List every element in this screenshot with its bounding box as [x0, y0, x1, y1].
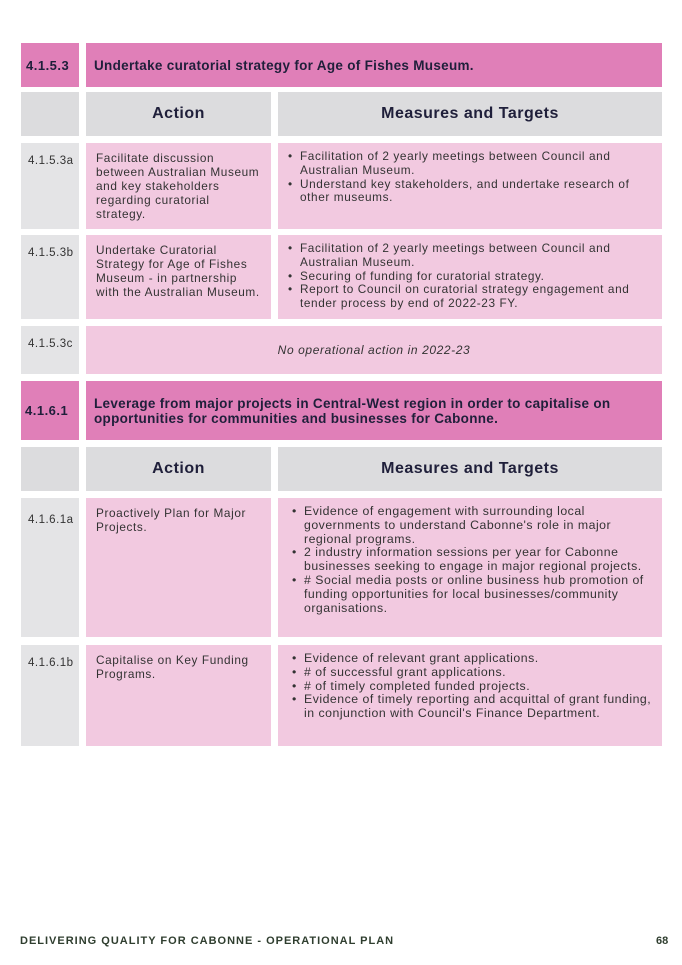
measure-item: • Securing of funding for curatorial strategy. [288, 268, 545, 283]
action-column-header: Action [86, 92, 271, 136]
page-number: 68 [656, 935, 669, 947]
action-code: 4.1.6.1a [21, 498, 79, 637]
action-code: 4.1.5.3b [21, 235, 79, 319]
action-description: Proactively Plan for Major Projects. [86, 498, 271, 637]
measure-item: • Evidence of engagement with surrounding local governments to understand Cabonne's role in major regional programs. [292, 504, 612, 546]
measure-item: • Facilitation of 2 yearly meetings between Council and Australian Museum. [288, 149, 611, 177]
action-description: Capitalise on Key Funding Programs. [86, 645, 271, 746]
footer-title: DELIVERING QUALITY FOR CABONNE - OPERATIONAL PLAN [20, 935, 395, 947]
strategy-title: Leverage from major projects in Central-West region in order to capitalise on opportunities for communities and businesses for Cabonne. [86, 381, 662, 440]
action-code: 4.1.5.3c [21, 326, 79, 374]
action-column-header: Action [86, 447, 271, 491]
strategy-code: 4.1.6.1 [21, 381, 79, 440]
measure-item: • Evidence of timely reporting and acquittal of grant funding, in conjunction with Council's Finance Department. [292, 692, 652, 721]
measures-list [278, 143, 662, 205]
measure-item: • Report to Council on curatorial strategy engagement and tender process by end of 2022-23 FY. [288, 282, 630, 311]
measures-list [278, 645, 662, 721]
header-code-blank [21, 447, 79, 491]
measures-column-header: Measures and Targets [278, 92, 662, 136]
strategy-title: Undertake curatorial strategy for Age of Fishes Museum. [86, 43, 662, 87]
measures-cell [278, 235, 662, 319]
action-code: 4.1.6.1b [21, 645, 79, 746]
measure-item: • 2 industry information sessions per year for Cabonne businesses seeking to engage in major regional projects. [292, 545, 642, 574]
measures-list [278, 235, 662, 311]
no-operational-action: No operational action in 2022-23 [86, 326, 662, 374]
action-description: Undertake Curatorial Strategy for Age of Fishes Museum - in partnership with the Australian Museum. [86, 235, 271, 319]
measures-column-header: Measures and Targets [278, 447, 662, 491]
measures-cell [278, 143, 662, 229]
measure-item: • # Social media posts or online business hub promotion of funding opportunities for local businesses/community organisations. [292, 572, 644, 615]
measure-item: • Evidence of relevant grant applications. [292, 651, 539, 665]
strategy-code: 4.1.5.3 [21, 43, 79, 87]
measure-item: • Facilitation of 2 yearly meetings between Council and Australian Museum. [288, 241, 611, 269]
measure-item: • Understand key stakeholders, and undertake research of other museums. [288, 176, 630, 205]
measures-cell [278, 645, 662, 746]
measures-cell [278, 498, 662, 637]
measures-list [278, 498, 662, 615]
measure-item: • # of timely completed funded projects. [292, 678, 531, 693]
action-description: Facilitate discussion between Australian Museum and key stakeholders regarding curatorial strategy. [86, 143, 271, 229]
action-code: 4.1.5.3a [21, 143, 79, 229]
header-code-blank [21, 92, 79, 136]
measure-item: • # of successful grant applications. [292, 664, 507, 679]
